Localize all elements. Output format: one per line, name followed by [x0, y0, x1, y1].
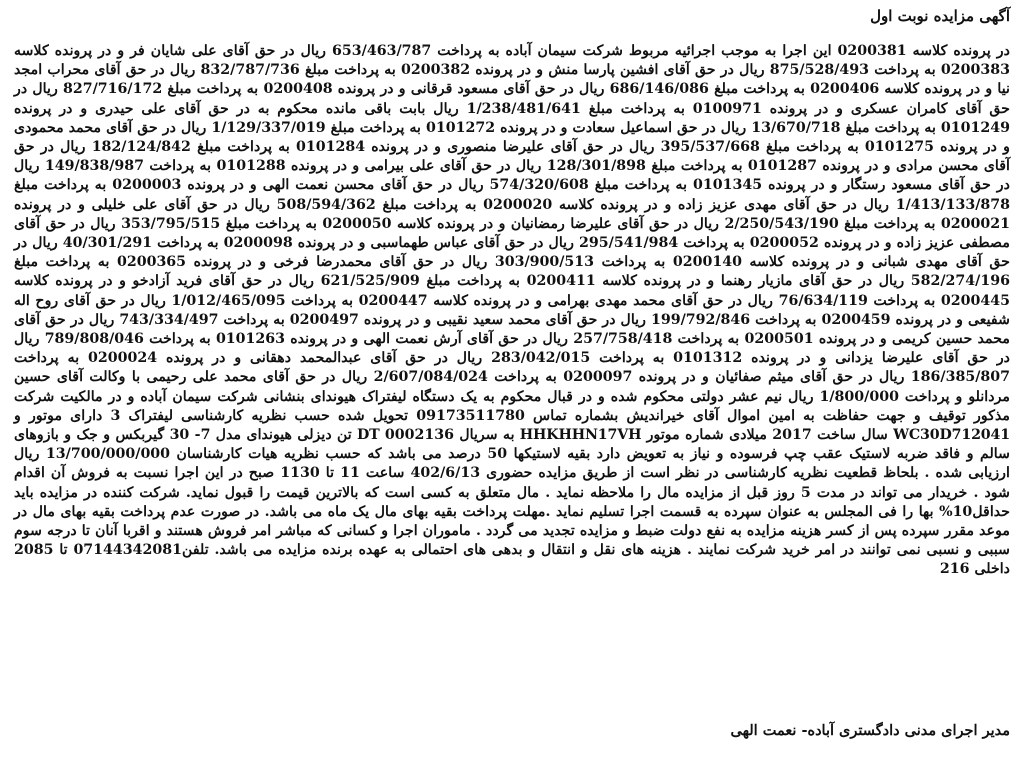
- notice-signature: مدیر اجرای مدنی دادگستری آباده- نعمت الهی: [730, 722, 1010, 739]
- notice-body: در پرونده کلاسه 0200381 این اجرا به موجب اجرائیه مربوط شرکت سیمان آباده به پرداخت 653/463/787 ریال در حق آقای علی شایان فر و در پرونده کلاسه 0200383 به پرداخت 875/528/493 ریال در حق آقای افشین پارسا منش و در پرونده 0200382 به پرداخت مبلغ 832/787/736 ریال در حق آقای محراب امجد نیا و در پرونده کلاسه 0200406 به پرداخت مبلغ 686/146/086 ریال در حق آقای مسعود قرقانی و در پرونده 0200408 به پرداخت مبلغ 827/716/172 ریال در حق آقای کامران عسکری و در پرونده 0100971 به پرداخت مبلغ 1/238/481/641 ریال بابت باقی مانده محکوم به در حق آقای علی حیدری و در پرونده 0101249 به پرداخت مبلغ 13/670/718 ریال در حق اسماعیل سعادت و در پرونده 0101272 به پرداخت مبلغ 1/129/337/019 ریال در حق آقای محمد محمودی و در پرونده 0101275 به پرداخت مبلغ 395/537/668 ریال در حق آقای علیرضا منصوری و در پرونده 0101284 به پرداخت مبلغ 182/124/842 ریال در حق آقای محسن مرادی و در پرونده 0101287 به پرداخت مبلغ 128/301/898 ریال در حق آقای علی بیرامی و در پرونده 0101288 به پرداخت 149/838/987 ریال در حق آقای مسعود رستگار و در پرونده 0101345 به پرداخت مبلغ 574/320/608 ریال در حق آقای محسن نعمت الهی و در پرونده 0200003 به پرداخت مبلغ 1/413/133/878 ریال در حق آقای مهدی عزیز زاده و در پرونده کلاسه 0200020 به پرداخت مبلغ 508/594/362 ریال در حق آقای علی خلیلی و در پرونده 0200021 به پرداخت مبلغ 2/250/543/190 ریال در حق آقای علیرضا رمضانیان و در پرونده کلاسه 0200050 به پرداخت مبلغ 353/795/515 ریال در حق آقای مصطفی عزیز زاده و در پرونده 0200052 به پرداخت 295/541/984 ریال در حق آقای عباس طهماسبی و در پرونده 0200098 به پرداخت 40/301/291 ریال در حق آقای مهدی شبانی و در پرونده کلاسه 0200140 به پرداخت 303/900/513 ریال در حق آقای محمدرضا فرخی و در پرونده 0200365 به پرداخت مبلغ 582/274/196 ریال در حق آقای مازیار رهنما و در پرونده کلاسه 0200411 به پرداخت مبلغ 621/525/909 ریال در حق آقای فرید آزادخو و در پرونده کلاسه 0200445 به پرداخت 76/634/119 ریال در حق آقای محمد مهدی بهرامی و در پرونده کلاسه 0200447 به پرداخت 1/012/465/095 ریال در حق آقای روح اله شفیعی و در پرونده 0200459 به پرداخت 199/792/846 ریال در حق آقای محمد سعید نقیبی و در پرونده 0200497 به پرداخت 743/334/497 ریال در حق آقای محمد حسین کریمی و در پرونده 0200501 به پرداخت 257/758/418 ریال در حق آقای آرش نعمت الهی و در پرونده 0101263 به پرداخت 789/808/046 ریال در حق آقای علیرضا یزدانی و در پرونده 0101312 به پرداخت 283/042/015 ریال در حق آقای عبدالمحمد دهقانی و در پرونده 0200024 به پرداخت 186/385/807 ریال در حق آقای میثم صفائیان و در پرونده 0200097 به پرداخت 2/607/084/024 ریال در حق آقای محمد علی رحیمی با وکالت آقای حسین مردانلو و پرداخت 1/800/000 ریال نیم عشر دولتی محکوم شده و در قبال محکوم به یک دستگاه لیفتراک هیوندای بنشانی شرکت سیمان آباده و در مالکیت شرکت مذکور توقیف و جهت حفاظت به امین اموال آقای خیراندیش بشماره تماس 09173511780 تحویل شده حسب نظریه کارشناسی لیفتراک 3 دارای موتور و WC30D712041 سال ساخت 2017 میلادی شماره موتور HHKHHN17VH به سریال 0002136 DT تن دیزلی هیوندای مدل 7- 30 گیربکس و جک و بازوهای سالم و فاقد ضربه لاستیک عقب چپ فرسوده و نیاز به تعویض دارد بقیه لاستیکها 50 درصد می باشد که حسب نظریه هیات کارشناسان 13/700/000/000 ریال ارزیابی شده . بلحاظ قطعیت نظریه کارشناسی در نظر است از طریق مزایده حضوری 402/6/13 ساعت 11 تا 1130 صبح در این اجرا نسبت به فروش آن اقدام شود . خریدار می تواند در مدت 5 روز قبل از مزایده مال را ملاحظه نماید . مال متعلق به کسی است که بالاترین قیمت را قبول نماید. شرکت کننده در مزایده باید حداقل10% بها را فی المجلس به عنوان سپرده به قسمت اجرا تسلیم نماید .مهلت پرداخت بقیه بهای مال یک ماه می باشد. در صورت عدم پرداخت بقیه بهای مال در موعد مقرر سپرده پس از کسر هزینه مزایده به نفع دولت ضبط و مزایده تجدید می گردد . ماموران اجرا و کسانی که مباشر امر فروش هستند و اقربا آنان تا درجه سوم سببی و نسبی نمی توانند در امر خرید شرکت نمایند . هزینه های نقل و انتقال و بدهی های احتمالی به عهده برنده مزایده می باشد. تلفن07144342081 تا 2085 داخلی 216: [14, 43, 1011, 578]
- notice-title: آگهی مزایده نوبت اول: [870, 7, 1010, 25]
